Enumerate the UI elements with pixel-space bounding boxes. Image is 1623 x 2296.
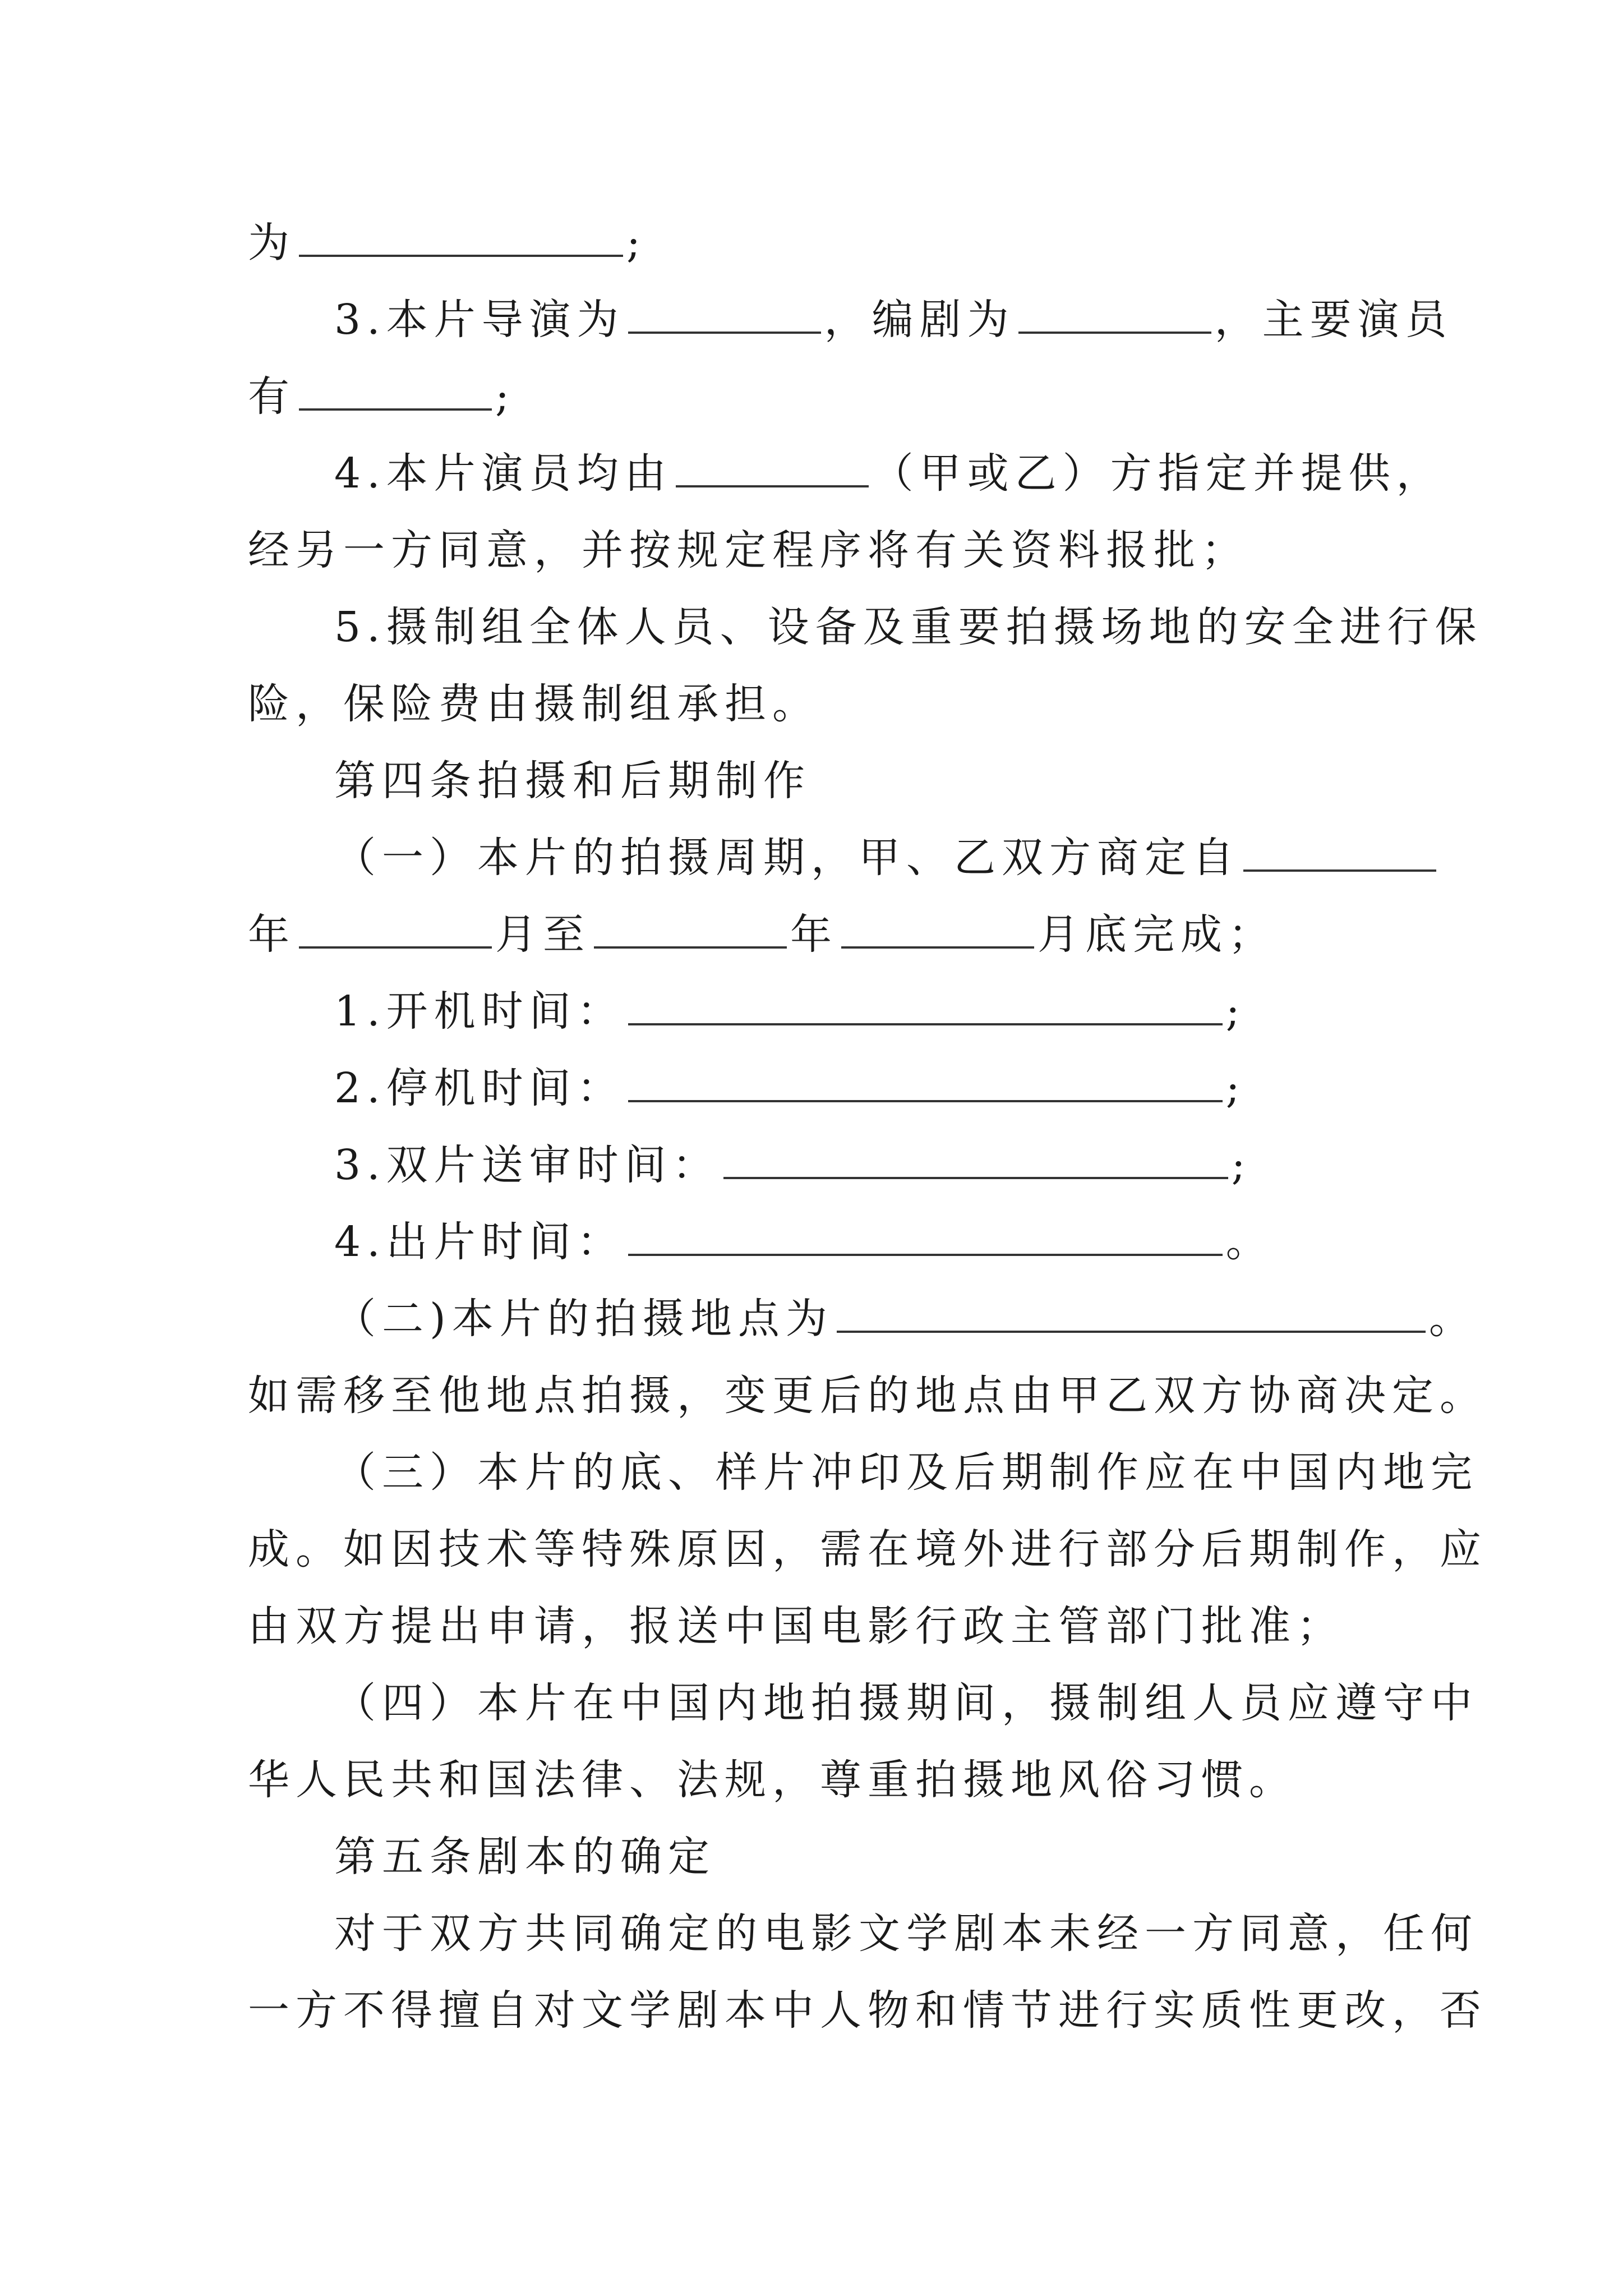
fill-in-blank [628, 1099, 1223, 1102]
text-line [334, 1291, 1478, 1347]
fill-in-blank [628, 1023, 1223, 1025]
text-line [248, 215, 1392, 271]
text-line [334, 830, 1478, 886]
fill-in-blank [1018, 331, 1211, 334]
fill-in-blank [628, 331, 821, 334]
text-line [334, 445, 1478, 501]
text-line: 一方不得擅自对文学剧本中人物和情节进行实质性更改，否 [248, 1986, 1487, 2035]
fill-in-blank [723, 1176, 1228, 1179]
text-segment: 2.停机时间： [334, 1064, 625, 1112]
text-line: 如需移至他地点拍摄，变更后的地点由甲乙双方协商决定。 [248, 1372, 1487, 1420]
text-line [334, 1060, 1478, 1116]
text-line [334, 1137, 1478, 1193]
text-line: 成。如因技术等特殊原因，需在境外进行部分后期制作，应 [248, 1525, 1487, 1573]
text-segment: 年 [248, 910, 296, 959]
text-segment: 有 [248, 372, 296, 421]
text-line: 对于双方共同确定的电影文学剧本未经一方同意，任何 [334, 1910, 1478, 1958]
text-segment: （甲或乙）方指定并提供， [872, 449, 1444, 498]
text-line [334, 983, 1478, 1039]
text-line [334, 292, 1478, 348]
text-segment: （二)本片的拍摄地点为 [334, 1295, 833, 1343]
fill-in-blank [837, 1330, 1426, 1333]
text-segment: ; [626, 219, 647, 267]
text-segment: 月至 [495, 910, 591, 959]
text-segment: ; [1225, 987, 1246, 1036]
text-segment: （一）本片的拍摄周期，甲、乙双方商定自 [334, 834, 1240, 882]
text-line: 经另一方同意，并按规定程序将有关资料报批； [248, 526, 1249, 574]
text-segment: ; [1231, 1141, 1252, 1189]
text-segment: 年 [790, 910, 838, 959]
text-segment: ; [1225, 1064, 1246, 1112]
fill-in-blank [299, 254, 623, 257]
fill-in-blank [628, 1253, 1223, 1256]
text-line: 华人民共和国法律、法规，尊重拍摄地风俗习惯。 [248, 1756, 1297, 1804]
fill-in-blank [1243, 869, 1436, 872]
fill-in-blank [594, 946, 787, 949]
text-segment: 为 [248, 219, 296, 267]
text-segment: 4.本片演员均由 [334, 449, 672, 498]
text-segment: 3.双片送审时间： [334, 1141, 720, 1189]
text-segment: 4.出片时间： [334, 1218, 625, 1266]
text-line [248, 907, 1392, 963]
text-segment: 1.开机时间： [334, 987, 625, 1036]
fill-in-blank [676, 485, 869, 487]
text-line: 险，保险费由摄制组承担。 [248, 680, 820, 728]
section-heading: 第五条剧本的确定 [334, 1833, 716, 1881]
text-line: （四）本片在中国内地拍摄期间，摄制组人员应遵守中 [334, 1679, 1478, 1727]
fill-in-blank [299, 408, 492, 411]
text-line [248, 369, 1392, 425]
text-segment: ; [495, 372, 515, 421]
text-segment: 3.本片导演为 [334, 296, 625, 344]
text-segment: 月底完成； [1038, 910, 1276, 959]
text-line [334, 1214, 1478, 1270]
fill-in-blank [299, 946, 492, 949]
text-segment: ，主要演员 [1214, 296, 1453, 344]
text-line: 由双方提出申请，报送中国电影行政主管部门批准； [248, 1602, 1344, 1650]
text-segment: ，编剧为 [824, 296, 1015, 344]
text-line: （三）本片的底、样片冲印及后期制作应在中国内地完 [334, 1448, 1478, 1497]
text-segment: 。 [1428, 1295, 1477, 1343]
text-segment: 。 [1225, 1218, 1274, 1266]
text-line: 5.摄制组全体人员、设备及重要拍摄场地的安全进行保 [334, 603, 1483, 651]
fill-in-blank [841, 946, 1034, 949]
section-heading: 第四条拍摄和后期制作 [334, 757, 811, 805]
